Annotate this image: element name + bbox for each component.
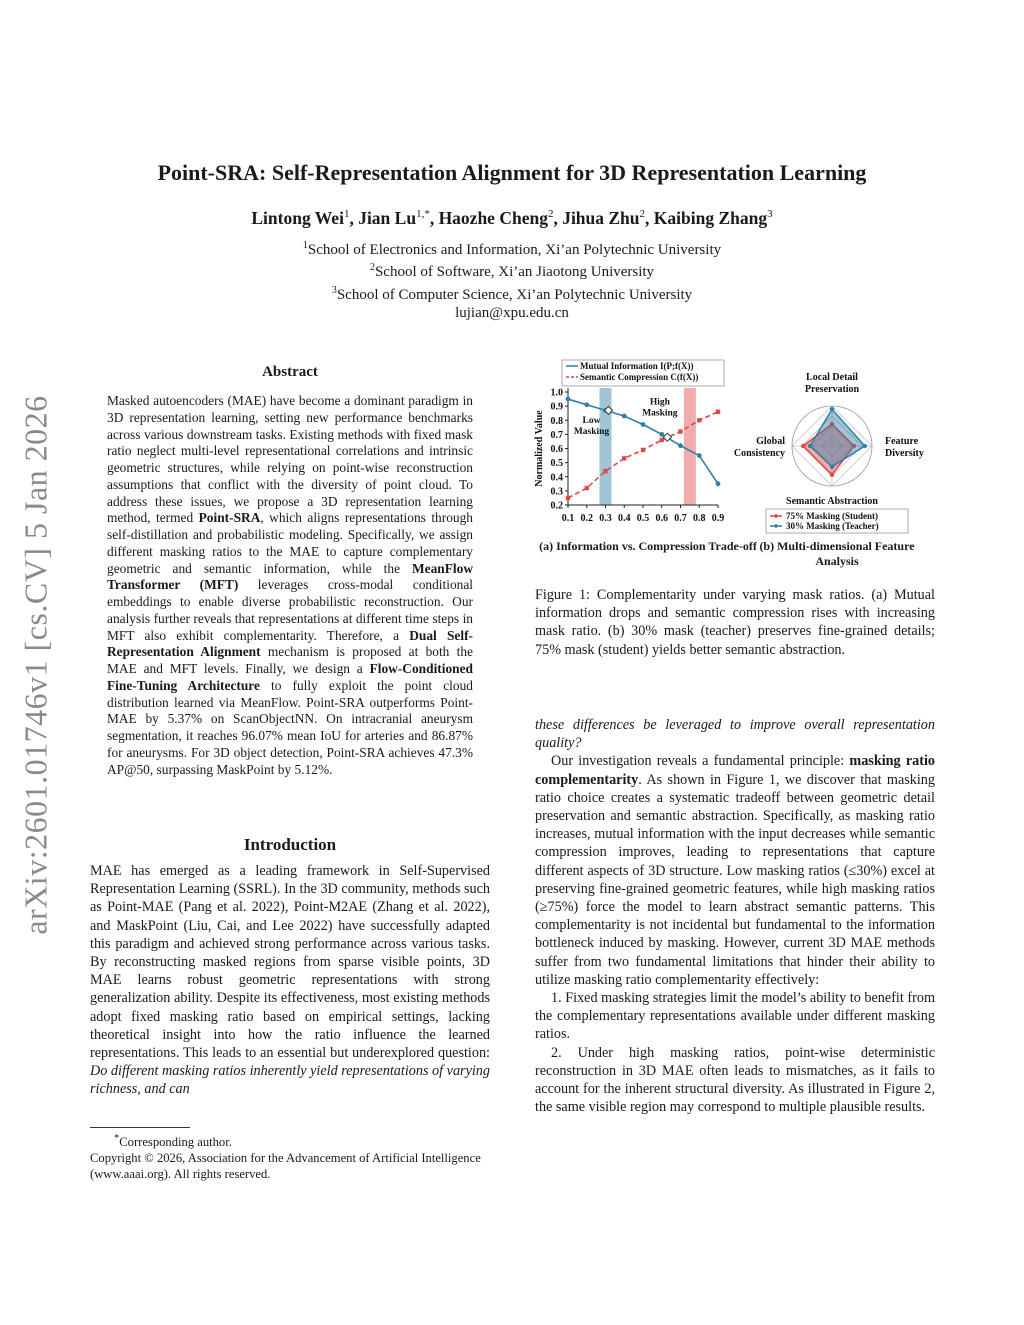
- data-point: [584, 402, 589, 407]
- feature-radar-chart: [720, 368, 950, 534]
- footnote-rule: [90, 1127, 190, 1128]
- y-tick-label: 0.2: [550, 500, 563, 512]
- radar-axis-label: Feature: [885, 436, 919, 447]
- radar-axis-label: Semantic Abstraction: [786, 496, 878, 507]
- data-point: [566, 397, 571, 402]
- arxiv-stamp: [14, 380, 58, 950]
- abstract-heading: Abstract: [262, 364, 318, 380]
- x-tick-label: 0.3: [599, 513, 612, 524]
- subcaption-b: (b) Multi-dimensional Feature Analysis: [759, 539, 915, 568]
- data-point: [641, 448, 645, 452]
- footnotes: [90, 1131, 490, 1182]
- figure-caption: Figure 1: Complementarity under varying mask ratios. (a) Mutual information drops and semantic compression rises with increasing mask ratio. (b) 30% mask (teacher) preserves fine-grained details; 75% mask (student) yields better semantic abstraction.: [535, 587, 935, 658]
- author: Jian $Lu^{1,*}$: [358, 208, 430, 228]
- legend-label: Semantic Compression C(f(X)): [580, 372, 699, 382]
- y-tick-label: 0.5: [550, 458, 563, 470]
- paragraph: these differences be leveraged to improve overall representation quality?: [535, 717, 935, 752]
- legend-label: 75% Masking (Student): [786, 511, 879, 521]
- radar-axis-label: Global: [756, 436, 785, 447]
- y-tick-label: 0.3: [550, 486, 563, 498]
- radar-point: [830, 465, 834, 469]
- legend-label: 30% Masking (Teacher): [786, 521, 879, 531]
- highlight-band: [684, 388, 696, 505]
- affiliation: $^2$School of Software, Xi’an Jiaotong University: [369, 262, 655, 281]
- right-column-text: [535, 716, 935, 1116]
- data-point: [660, 438, 664, 442]
- author: Lintong Wei$^1$: [251, 208, 350, 228]
- legend-label: Mutual Information I(P;f(X)): [580, 361, 694, 371]
- affiliations: [100, 237, 924, 322]
- paragraph: Our investigation reveals a fundamental principle: masking ratio complementarity. As shown in Figure 1, we discover that masking ratio choice creates a systematic tradeoff between geometric detail preservation and semantic abstraction. Specifically, as masking ratio increases, mutual information with the input decreases while semantic compression improves, leading to representations that capture different aspects of 3D structure. Low masking ratios (≤30%) excel at preserving fine-grained geometric features, while high masking ratios (≥75%) force the model to learn abstract semantic patterns. This complementarity is not incidental but fundamental to the information bottleneck induced by masking. However, current 3D MAE methods suffer from two fundamental limitations that hinder their ability to utilize masking ratio complementarity effectively:: [535, 753, 936, 988]
- introduction-body: MAE has emerged as a leading framework in Self-Supervised Representation Learning (SSRL). In the 3D community, methods such as Point-MAE (Pang et al. 2022), Point-M2AE (Zhang et al. 2022), and MaskPoint (Liu, Cai, and Lee 2022) have successfully adapted this paradigm and achieved strong performance across various tasks. By reconstructing masked regions from sparse visible points, 3D MAE learns robust geometric representations with strong generalization ability. Despite its effectiveness, most existing methods adopt fixed masking ratio based on empirical settings, lacking theoretical insight into how the ratio influence the learned representations. This leads to an essential but underexplored question: Do different masking ratios inherently yield representations of varying richness, and can: [90, 863, 490, 1098]
- abstract-body: Masked autoencoders (MAE) have become a dominant paradigm in 3D representation learning, setting new performance benchmarks across various downstream tasks. Existing methods with fixed mask ratio neglect multi-level representational correlations and intrinsic geometric structures, while relying on point-wise reconstruction assumptions that conflict with the diversity of point cloud. To address these issues, we propose a 3D representation learning method, termed Point-SRA, which aligns representations through self-distillation and probabilistic modeling. Specifically, we assign different masking ratios to the MAE to capture complementary geometric and semantic information, while the MeanFlow Transformer (MFT) leverages cross-modal conditional embeddings to enable diverse probabilistic reconstruction. Our analysis further reveals that representations at different time steps in MFT also exhibit complementarity. Therefore, a Dual Self-Representation Alignment mechanism is proposed at both the MAE and MFT levels. Finally, we design a Flow-Conditioned Fine-Tuning Architecture to fully exploit the point cloud distribution learned via MeanFlow. Point-SRA outperforms Point-MAE by 5.37% on ScanObjectNN. On intracranial aneurysm segmentation, it reaches 96.07% mean IoU for arteries and 86.87% for aneurysms. For 3D object detection, Point-SRA achieves 47.3% AP@50, surpassing MaskPoint by 5.12%.: [107, 393, 474, 777]
- radar-point: [808, 444, 812, 448]
- x-tick-label: 0.9: [711, 513, 725, 524]
- legend-marker: [774, 514, 778, 518]
- paragraph: 2. Under high masking ratios, point-wise deterministic reconstruction in 3D MAE often leads to mismatches, as it fails to account for the inherent structural diversity. As illustrated in Figure 2, the same visible region may correspond to multiple plausible results.: [535, 1044, 935, 1116]
- author: Jihua Zhu$^2$: [562, 208, 646, 228]
- x-tick-label: 0.6: [655, 513, 668, 524]
- data-point: [678, 443, 683, 448]
- radar-axis-label: Preservation: [804, 384, 860, 395]
- x-tick-label: 0.2: [580, 513, 593, 524]
- information-compression-chart: [528, 357, 738, 529]
- x-tick-label: 0.5: [636, 513, 650, 524]
- footnote-copyright: Copyright © 2026, Association for the Advancement of Artificial Intelligence (www.aaai.org). All rights reserved.: [90, 1151, 481, 1182]
- data-point: [697, 418, 701, 422]
- data-point: [641, 422, 646, 427]
- band-label: Low: [582, 416, 601, 427]
- band-label: High: [649, 397, 670, 408]
- author: Haozhe Cheng$^2$: [438, 208, 554, 228]
- x-tick-label: 0.4: [618, 513, 631, 524]
- radar-point: [830, 473, 834, 477]
- y-axis-label: Normalized Value: [534, 410, 545, 487]
- data-point: [622, 456, 626, 460]
- arxiv-stamp-text: arXiv:2601.01746v1 [cs.CV] 5 Jan 2026: [17, 395, 54, 935]
- highlight-band: [600, 388, 612, 505]
- subcaption-a: (a) Information vs. Compression Trade-off: [539, 539, 757, 553]
- radar-axis-label: Local Detail: [806, 372, 858, 383]
- y-tick-label: 0.9: [550, 401, 563, 413]
- band-label: Masking: [573, 427, 610, 438]
- paper-title: Point-SRA: Self-Representation Alignment for 3D Representation Learning: [157, 160, 867, 185]
- x-tick-label: 0.1: [561, 513, 575, 524]
- data-point: [622, 414, 627, 419]
- y-tick-label: 0.4: [550, 472, 563, 484]
- introduction-heading: Introduction: [243, 835, 337, 854]
- email: lujian@xpu.edu.cn: [455, 304, 569, 321]
- radar-axis-label: Diversity: [885, 448, 924, 459]
- radar-point: [863, 444, 867, 448]
- y-tick-label: 0.6: [550, 444, 563, 455]
- data-point: [659, 432, 664, 437]
- radar-axis-label: Consistency: [733, 448, 785, 459]
- band-label: Masking: [642, 408, 678, 419]
- author: Kaibing Zhang$^3$: [653, 208, 773, 228]
- data-point: [678, 429, 682, 433]
- author-list: Lintong Wei$^1$, Jian $Lu^{1,*}$, Haozhe Cheng$^2$, Jihua Zhu$^2$, Kaibing Zhang$^3$: [251, 208, 773, 228]
- y-tick-label: 1.0: [550, 387, 563, 399]
- x-tick-label: 0.8: [693, 513, 706, 524]
- data-point: [566, 496, 570, 500]
- x-tick-label: 0.7: [674, 513, 687, 524]
- affiliation: $^3$School of Computer Science, Xi’an Polytechnic University: [331, 284, 693, 303]
- radar-point: [801, 444, 805, 448]
- data-point: [603, 469, 607, 473]
- radar-point: [830, 407, 834, 411]
- data-point: [585, 486, 589, 490]
- paragraph: 1. Fixed masking strategies limit the model’s ability to benefit from the complementary representations available under different masking ratios.: [535, 990, 935, 1043]
- data-point: [697, 453, 702, 458]
- y-tick-label: 0.8: [550, 415, 563, 427]
- legend-marker: [774, 524, 778, 528]
- y-tick-label: 0.7: [550, 429, 563, 441]
- footnote-corresponding: *Corresponding author.: [114, 1133, 232, 1150]
- affiliation: $^1$School of Electronics and Information, Xi’an Polytechnic University: [302, 240, 722, 258]
